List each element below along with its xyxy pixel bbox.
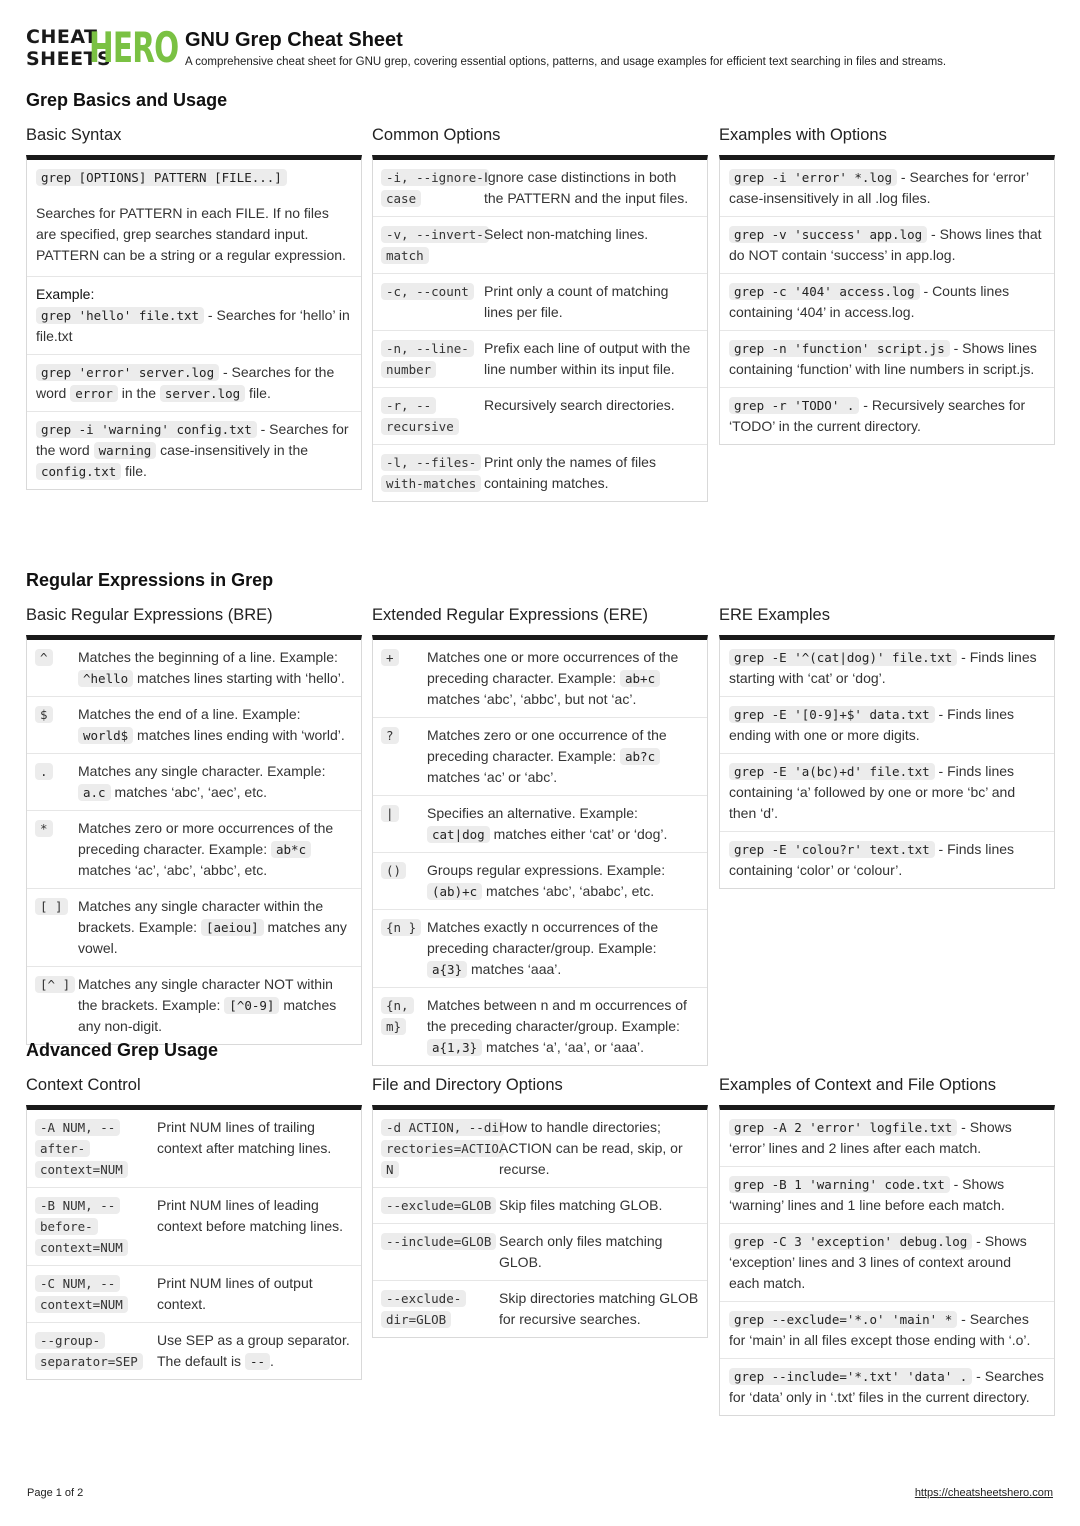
option-desc: Print NUM lines of output context. — [157, 1275, 313, 1312]
desc-text: Matches one or more occurrences of the preceding character. Example: — [427, 649, 679, 686]
card-title-context-examples: Examples of Context and File Options — [719, 1076, 996, 1094]
card-ere-examples — [719, 635, 1055, 889]
symbol-code: () — [381, 862, 406, 879]
table-row — [373, 1224, 707, 1281]
example-2 — [27, 355, 361, 412]
option-key — [35, 1117, 157, 1180]
example-text: - Recursively searches for ‘TODO’ in the current directory. — [729, 397, 1026, 434]
table-row — [27, 1110, 361, 1188]
syntax-row — [27, 160, 361, 277]
table-row — [373, 331, 707, 388]
option-desc: Skip files matching GLOB. — [499, 1197, 663, 1213]
example-code: grep -E 'a(bc)+d' file.txt — [729, 763, 935, 780]
syntax-code: grep [OPTIONS] PATTERN [FILE...] — [36, 169, 287, 186]
desc-code: ab+c — [620, 670, 660, 687]
option-key — [381, 395, 484, 437]
table-row — [373, 388, 707, 445]
list-item — [720, 388, 1054, 444]
example-text: - Shows lines containing ‘function’ with line numbers in script.js. — [729, 340, 1037, 377]
logo-hero-text: HERO — [89, 23, 179, 72]
desc-code: -- — [245, 1353, 270, 1370]
symbol-key — [35, 761, 78, 803]
option-code: --include=GLOB — [381, 1233, 496, 1250]
symbol-key — [381, 917, 427, 980]
list-item — [720, 1224, 1054, 1302]
list-item — [720, 274, 1054, 331]
example-code: grep -c '404' access.log — [729, 283, 920, 300]
option-key — [381, 1117, 499, 1180]
option-key — [35, 1195, 157, 1258]
table-row — [27, 889, 361, 967]
table-row — [27, 1323, 361, 1379]
symbol-key — [381, 725, 427, 788]
desc-text: matches lines starting with ‘hello’. — [133, 670, 345, 686]
option-key — [35, 1330, 157, 1372]
symbol-code: $ — [35, 706, 53, 723]
desc-code: a.c — [78, 784, 111, 801]
option-key — [381, 1195, 499, 1216]
table-row — [373, 274, 707, 331]
option-key — [381, 338, 484, 380]
page-title: GNU Grep Cheat Sheet — [185, 29, 403, 51]
example-code: grep -C 3 'exception' debug.log — [729, 1233, 972, 1250]
example-text: - Searches for ‘main’ in all files except those ending with ‘.o’. — [729, 1311, 1031, 1348]
desc-text: matches ‘abc’, ‘abbc’, but not ‘ac’. — [427, 691, 637, 707]
example-1 — [36, 305, 352, 347]
example-text: - Searches for ‘data’ only in ‘.txt’ files in the current directory. — [729, 1368, 1044, 1405]
list-item — [720, 697, 1054, 754]
list-item — [720, 331, 1054, 388]
symbol-code: {n, m} — [381, 997, 414, 1035]
example-text: - Finds lines containing ‘a’ followed by one or more ‘bc’ and then ‘d’. — [729, 763, 1016, 821]
option-code: -c, --count — [381, 283, 474, 300]
option-code: -B NUM, --before-context=NUM — [35, 1197, 128, 1256]
example-3 — [27, 412, 361, 489]
symbol-desc — [427, 995, 699, 1058]
example-code: grep -E 'colou?r' text.txt — [729, 841, 935, 858]
symbol-code: * — [35, 820, 53, 837]
example-label: Example: — [36, 286, 95, 302]
option-code: -v, --invert-match — [381, 226, 489, 264]
example-3-text: case-insensitively in the — [156, 442, 309, 458]
example-code: grep --include='*.txt' 'data' . — [729, 1368, 972, 1385]
symbol-desc — [78, 974, 353, 1037]
desc-text: Matches zero or more occurrences of the preceding character. Example: — [78, 820, 334, 857]
option-desc — [157, 1330, 353, 1372]
table-row — [27, 640, 361, 697]
page-number: Page 1 of 2 — [27, 1487, 84, 1499]
option-key — [381, 1231, 499, 1273]
syntax-description: Searches for PATTERN in each FILE. If no files are specified, grep searches standard input. PATTERN can be a string or a regular expression. — [36, 205, 346, 263]
desc-code: ab*c — [271, 841, 311, 858]
card-title-examples-options: Examples with Options — [719, 126, 887, 144]
desc-text: Matches exactly n occurrences of the preceding character/group. Example: — [427, 919, 659, 956]
section-title-advanced: Advanced Grep Usage — [26, 1040, 219, 1060]
symbol-key — [35, 896, 78, 959]
example-text: - Shows ‘warning’ lines and 1 line before each match. — [729, 1176, 1005, 1213]
option-key — [381, 452, 484, 494]
example-code: grep -r 'TODO' . — [729, 397, 859, 414]
table-row — [27, 754, 361, 811]
symbol-code: . — [35, 763, 53, 780]
table-row — [373, 445, 707, 501]
example-text: - Finds lines starting with ‘cat’ or ‘dog’. — [729, 649, 1037, 686]
symbol-desc — [427, 803, 699, 845]
logo-cheat-text: CHEAT — [26, 26, 98, 48]
example-1-code: grep 'hello' file.txt — [36, 307, 204, 324]
card-file-dir — [372, 1105, 708, 1338]
symbol-desc — [78, 818, 353, 881]
list-item — [720, 1167, 1054, 1224]
option-desc: Prefix each line of output with the line number within its input file. — [484, 340, 691, 377]
symbol-key — [35, 818, 78, 881]
desc-text: Matches the beginning of a line. Example: — [78, 649, 338, 665]
list-item — [720, 754, 1054, 832]
symbol-key — [381, 995, 427, 1058]
example-1-text: - Searches for ‘hello’ in file.txt — [36, 307, 350, 344]
symbol-desc — [78, 704, 353, 746]
table-row — [373, 640, 707, 718]
symbol-desc — [78, 647, 353, 689]
list-item — [720, 1302, 1054, 1359]
card-title-common-options: Common Options — [372, 126, 501, 144]
table-row — [373, 217, 707, 274]
list-item — [720, 1359, 1054, 1415]
symbol-code: + — [381, 649, 399, 666]
desc-text: matches ‘ac’, ‘abc’, ‘abbc’, etc. — [78, 862, 268, 878]
page-header — [26, 23, 1056, 72]
desc-text: matches any vowel. — [78, 919, 347, 956]
symbol-key — [381, 803, 427, 845]
symbol-code: {n } — [381, 919, 421, 936]
option-key — [381, 224, 484, 266]
card-common-options — [372, 155, 708, 502]
symbol-code: [^ ] — [35, 976, 75, 993]
example-3-text: - Searches for the word — [36, 421, 349, 458]
option-code: -i, --ignore-case — [381, 169, 489, 207]
option-code: -n, --line-number — [381, 340, 474, 378]
desc-text: matches ‘aaa’. — [467, 961, 562, 977]
symbol-desc — [78, 761, 353, 803]
desc-text: matches lines ending with ‘world’. — [133, 727, 345, 743]
desc-text: matches ‘abc’, ‘ababc’, etc. — [482, 883, 655, 899]
symbol-desc — [427, 725, 699, 788]
example-3-code-word: warning — [94, 442, 157, 459]
desc-text: Matches between n and m occurrences of the preceding character/group. Example: — [427, 997, 687, 1034]
table-row — [373, 853, 707, 910]
table-row — [373, 1281, 707, 1337]
desc-code: ab?c — [620, 748, 660, 765]
example-text: - Shows lines that do NOT contain ‘success’ in app.log. — [729, 226, 1042, 263]
desc-text: Matches the end of a line. Example: — [78, 706, 301, 722]
desc-text: Groups regular expressions. Example: — [427, 862, 666, 878]
option-code: -C NUM, --context=NUM — [35, 1275, 128, 1313]
card-ere — [372, 635, 708, 1066]
option-desc: Select non-matching lines. — [484, 226, 649, 242]
desc-code: a{3} — [427, 961, 467, 978]
option-desc: Recursively search directories. — [484, 397, 675, 413]
symbol-key — [35, 704, 78, 746]
symbol-key — [35, 647, 78, 689]
cheatsheetshero-logo[interactable] — [26, 23, 179, 72]
desc-code: ^hello — [78, 670, 133, 687]
desc-text: Matches zero or one occurrence of the preceding character. Example: — [427, 727, 667, 764]
card-title-ere-examples: ERE Examples — [719, 606, 830, 624]
list-item — [720, 160, 1054, 217]
option-code: -d ACTION, --directories=ACTION — [381, 1119, 504, 1178]
desc-text: matches either ‘cat’ or ‘dog’. — [489, 826, 668, 842]
desc-code: (ab)+c — [427, 883, 482, 900]
table-row — [27, 1188, 361, 1266]
symbol-desc — [427, 860, 699, 902]
example-code: grep -v 'success' app.log — [729, 226, 927, 243]
example-code: grep -A 2 'error' logfile.txt — [729, 1119, 957, 1136]
desc-text: matches any non-digit. — [78, 997, 337, 1034]
desc-text: Use SEP as a group separator. The default is — [157, 1332, 350, 1369]
option-code: -r, --recursive — [381, 397, 459, 435]
table-row — [27, 697, 361, 754]
desc-text: Matches any single character within the brackets. Example: — [78, 898, 324, 935]
section-title-basics: Grep Basics and Usage — [26, 90, 228, 110]
option-desc: How to handle directories; ACTION can be read, skip, or recurse. — [499, 1119, 683, 1177]
symbol-key — [35, 974, 78, 1037]
option-code: --exclude=GLOB — [381, 1197, 496, 1214]
example-3-code-file: config.txt — [36, 463, 121, 480]
example-code: grep -n 'function' script.js — [729, 340, 950, 357]
example-code: grep -E '^(cat|dog)' file.txt — [729, 649, 957, 666]
logo-sheets-text: SHEETS — [26, 48, 112, 70]
list-item — [720, 217, 1054, 274]
example-2-code: grep 'error' server.log — [36, 364, 219, 381]
option-key — [381, 1288, 499, 1330]
option-key — [381, 167, 484, 209]
card-title-ere: Extended Regular Expressions (ERE) — [372, 606, 649, 624]
desc-text: Matches any single character NOT within the brackets. Example: — [78, 976, 333, 1013]
desc-code: a{1,3} — [427, 1039, 482, 1056]
option-code: --group-separator=SEP — [35, 1332, 143, 1370]
card-bre — [26, 635, 362, 1045]
option-code: -l, --files-with-matches — [381, 454, 481, 492]
desc-text: matches ‘abc’, ‘aec’, etc. — [110, 784, 267, 800]
list-item — [720, 832, 1054, 888]
option-key — [35, 1273, 157, 1315]
option-desc: Print only a count of matching lines per file. — [484, 283, 669, 320]
option-desc: Skip directories matching GLOB for recursive searches. — [499, 1290, 699, 1327]
example-text: - Shows ‘error’ lines and 2 lines after each match. — [729, 1119, 1012, 1156]
option-desc: Search only files matching GLOB. — [499, 1233, 663, 1270]
option-desc: Print NUM lines of leading context before matching lines. — [157, 1197, 343, 1234]
example-text: - Shows ‘exception’ lines and 3 lines of context around each match. — [729, 1233, 1027, 1291]
option-desc: Print only the names of files containing matches. — [484, 454, 656, 491]
symbol-key — [381, 860, 427, 902]
desc-text: matches ‘ac’ or ‘abc’. — [427, 769, 558, 785]
card-basic-syntax — [26, 155, 362, 490]
example-2-code-file: server.log — [160, 385, 245, 402]
symbol-code: | — [381, 805, 399, 822]
symbol-key — [381, 647, 427, 710]
example-3-text: file. — [121, 463, 147, 479]
option-code: --exclude-dir=GLOB — [381, 1290, 466, 1328]
table-row — [373, 718, 707, 796]
example-code: grep -i 'error' *.log — [729, 169, 897, 186]
symbol-desc — [78, 896, 353, 959]
card-title-basic-syntax: Basic Syntax — [26, 126, 122, 144]
desc-code: [aeiou] — [201, 919, 264, 936]
card-examples-options — [719, 155, 1055, 445]
table-row — [27, 967, 361, 1044]
example-text: - Searches for ‘error’ case-insensitively in all .log files. — [729, 169, 1029, 206]
table-row — [27, 1266, 361, 1323]
option-code: -A NUM, --after-context=NUM — [35, 1119, 128, 1178]
table-row — [373, 1188, 707, 1224]
symbol-code: [ ] — [35, 898, 68, 915]
option-desc: Print NUM lines of trailing context after matching lines. — [157, 1119, 332, 1156]
example-code: grep -B 1 'warning' code.txt — [729, 1176, 950, 1193]
list-item — [720, 640, 1054, 697]
example-2-text: - Searches for the word — [36, 364, 335, 401]
desc-text: . — [270, 1353, 274, 1369]
desc-text: matches ‘a’, ‘aa’, or ‘aaa’. — [482, 1039, 645, 1055]
card-context-control — [26, 1105, 362, 1380]
site-link[interactable]: https://cheatsheetshero.com — [914, 1487, 1053, 1499]
symbol-desc — [427, 917, 699, 980]
page-subtitle: A comprehensive cheat sheet for GNU grep, covering essential options, patterns, and usage examples for efficient text searching in files and streams. — [185, 56, 947, 68]
card-title-file-dir: File and Directory Options — [372, 1076, 563, 1094]
example-text: - Finds lines containing ‘color’ or ‘colour’. — [729, 841, 1015, 878]
option-desc: Ignore case distinctions in both the PATTERN and the input files. — [484, 169, 689, 206]
symbol-code: ^ — [35, 649, 53, 666]
desc-code: [^0-9] — [224, 997, 279, 1014]
card-context-examples — [719, 1105, 1055, 1416]
table-row — [27, 811, 361, 889]
card-title-bre: Basic Regular Expressions (BRE) — [26, 606, 273, 624]
card-title-context-control: Context Control — [26, 1076, 141, 1094]
example-code: grep --exclude='*.o' 'main' * — [729, 1311, 957, 1328]
option-key — [381, 281, 484, 323]
example-code: grep -E '[0-9]+$' data.txt — [729, 706, 935, 723]
example-2-code-word: error — [70, 385, 118, 402]
symbol-desc — [427, 647, 699, 710]
example-text: - Finds lines ending with one or more digits. — [729, 706, 1015, 743]
example-2-text: in the — [117, 385, 160, 401]
desc-code: cat|dog — [427, 826, 490, 843]
desc-text: Specifies an alternative. Example: — [427, 805, 638, 821]
section-title-regex: Regular Expressions in Grep — [26, 570, 274, 590]
example-text: - Counts lines containing ‘404’ in access.log. — [729, 283, 1010, 320]
list-item — [720, 1110, 1054, 1167]
table-row — [373, 796, 707, 853]
table-row — [373, 988, 707, 1065]
example-row — [27, 277, 361, 355]
example-3-code: grep -i 'warning' config.txt — [36, 421, 257, 438]
desc-text: Matches any single character. Example: — [78, 763, 326, 779]
table-row — [373, 160, 707, 217]
desc-code: world$ — [78, 727, 133, 744]
table-row — [373, 910, 707, 988]
table-row — [373, 1110, 707, 1188]
symbol-code: ? — [381, 727, 399, 744]
example-2-text: file. — [245, 385, 271, 401]
